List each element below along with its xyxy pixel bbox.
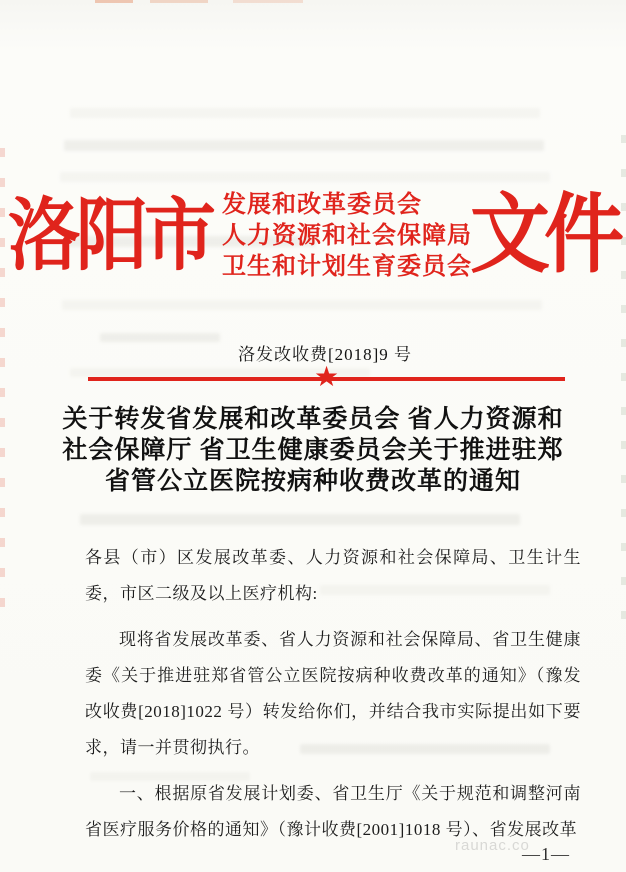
bleed-artifact [80,514,520,525]
document-title [48,404,578,497]
page-number: —1— [522,844,570,864]
issuing-department-list [222,190,472,283]
department-name: 人力资源和社会保障局 [222,222,472,249]
title-line: 社会保障厅 省卫生健康委员会关于推进驻郑 [62,437,564,464]
document-word: 文件 [470,188,618,284]
issuing-city-name: 洛阳市 [7,192,212,280]
department-name: 发展和改革委员会 [222,191,422,218]
top-edge-mark [233,0,303,3]
bleed-artifact [60,172,550,182]
red-divider-line [88,362,565,393]
scan-watermark: raunac.co [455,837,530,854]
bleed-artifact [62,300,542,310]
top-edge-mark [95,0,133,3]
document-body [85,540,581,848]
document-reference-number: 洛发改收费[2018]9 号 [237,345,413,364]
bleed-artifact [64,140,544,151]
department-name: 卫生和计划生育委员会 [222,253,472,280]
title-line: 关于转发省发展和改革委员会 省人力资源和 [62,406,564,433]
letterhead [0,182,626,290]
body-paragraph: 一、根据原省发展计划委、省卫生厅《关于规范和调整河南省医疗服务价格的通知》（豫计收费[2001]1018 号）、省发展改革 [85,784,581,839]
body-paragraph: 现将省发展改革委、省人力资源和社会保障局、省卫生健康委《关于推进驻郑省管公立医院按病种收费改革的通知》（豫发改收费[2018]1022 号）转发给你们，并结合我市实际提出如下要求，请一并贯彻执行。 [85,630,581,757]
salutation-paragraph: 各县（市）区发展改革委、人力资源和社会保障局、卫生计生委，市区二级及以上医疗机构: [85,548,581,603]
top-edge-mark [150,0,208,3]
bleed-artifact [70,108,540,118]
star-icon: ★ [313,362,340,393]
title-line: 省管公立医院按病种收费改革的通知 [104,468,521,495]
